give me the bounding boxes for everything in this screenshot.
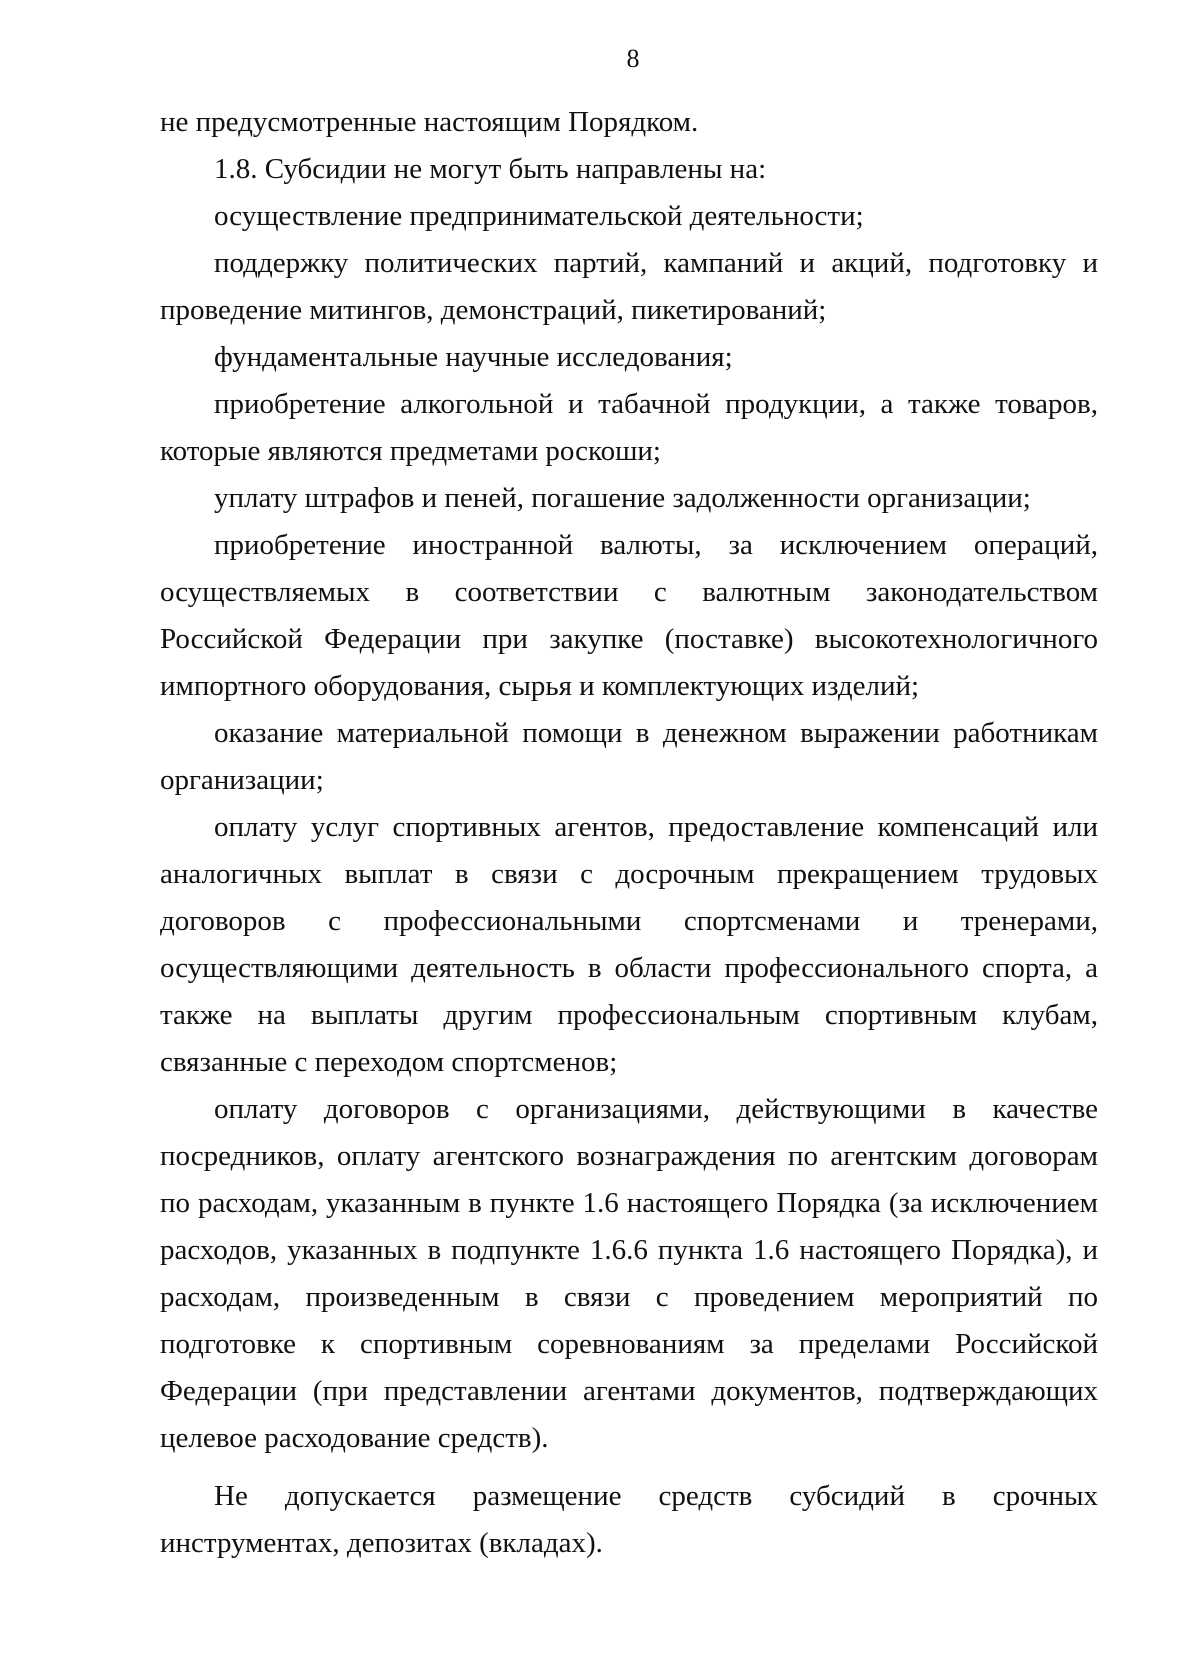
paragraph-item: осуществление предпринимательской деятельности; xyxy=(214,200,864,232)
paragraph-item: оплату договоров с организациями, действующими в качестве посредников, оплату агентского вознаграждения по агентским договорам по расходам, указанным в пункте 1.6 настоящего Порядка (за исключением расходов, указанных в подпункте 1.6.6 пункта 1.6 настоящего Порядка), и расходам, произведенным в связи с проведением мероприятий по подготовке к спортивным соревнованиям за пределами Российской Федерации (при представлении агентами документов, подтверждающих целевое расходование средств). xyxy=(160,1093,1098,1454)
paragraph-section-1-8: 1.8. Субсидии не могут быть направлены на: xyxy=(214,153,767,185)
paragraph-item: оказание материальной помощи в денежном выражении работникам организации; xyxy=(160,717,1098,796)
paragraph-item: уплату штрафов и пеней, погашение задолженности организации; xyxy=(214,482,1031,514)
paragraph-item: приобретение алкогольной и табачной продукции, а также товаров, которые являются предметами роскоши; xyxy=(160,388,1098,467)
paragraph-item: приобретение иностранной валюты, за исключением операций, осуществляемых в соответствии с валютным законодательством Российской Федерации при закупке (поставке) высокотехнологичного импортного оборудования, сырья и комплектующих изделий; xyxy=(160,529,1098,702)
paragraph-item: поддержку политических партий, кампаний и акций, подготовку и проведение митингов, демонстраций, пикетирований; xyxy=(160,247,1098,326)
paragraph-item: оплату услуг спортивных агентов, предоставление компенсаций или аналогичных выплат в связи с досрочным прекращением трудовых договоров с профессиональными спортсменами и тренерами, осуществляющими деятельность в области профессионального спорта, а также на выплаты другим профессиональным спортивным клубам, связанные с переходом спортсменов; xyxy=(160,811,1098,1078)
page-number: 8 xyxy=(626,44,640,73)
paragraph-item: фундаментальные научные исследования; xyxy=(214,341,733,373)
paragraph-closing: Не допускается размещение средств субсидий в срочных инструментах, депозитах (вкладах). xyxy=(160,1480,1098,1559)
paragraph-continuation: не предусмотренные настоящим Порядком. xyxy=(160,106,699,138)
document-body xyxy=(160,99,1098,1567)
